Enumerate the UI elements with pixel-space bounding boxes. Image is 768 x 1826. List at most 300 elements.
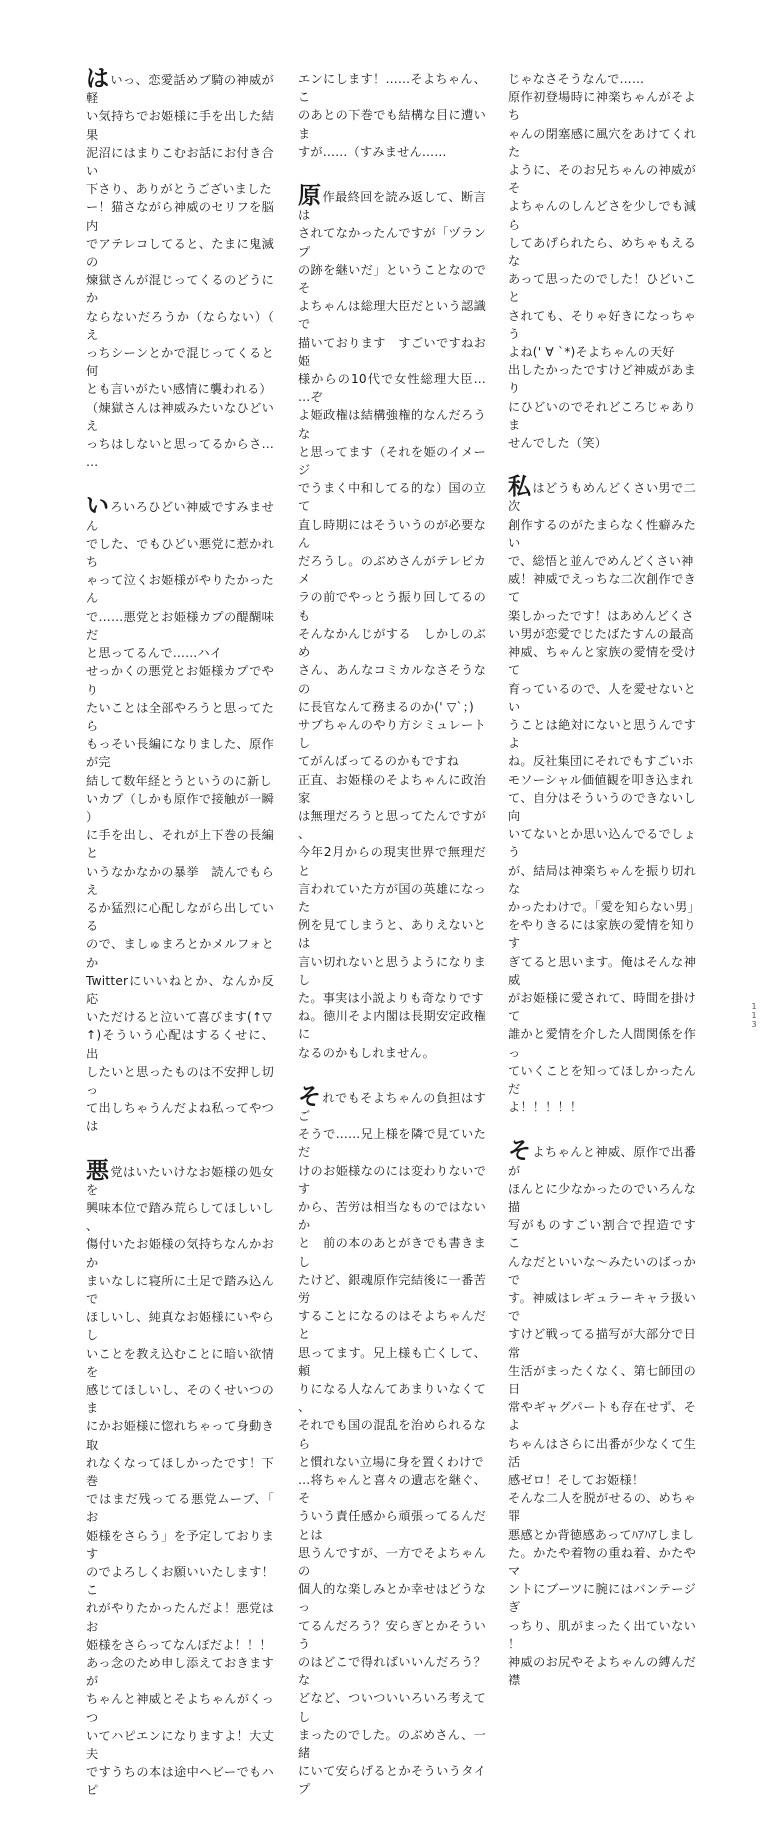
line-text: て出しちゃうんだよね私ってやつは: [86, 1101, 274, 1134]
paragraph: [508, 473, 700, 1116]
text-line: [86, 699, 274, 735]
text-line: [298, 1653, 486, 1689]
text-line: [86, 608, 274, 644]
text-line: [298, 1234, 486, 1270]
text-line: [508, 361, 696, 397]
line-text: い男が恋愛でじたばたすんの最高: [508, 626, 694, 641]
drop-cap: 私: [508, 473, 532, 501]
text-line: [298, 625, 486, 661]
text-line: [86, 1763, 274, 1799]
line-text: りになる人なんてあまりいなくて、: [298, 1382, 486, 1415]
text-line: [86, 1099, 274, 1135]
line-text: ー！猫さながら神威のセリフを脳内: [86, 200, 274, 233]
line-text: したいと思ったものは不安押し切っ: [86, 1064, 274, 1097]
line-text: なるのかもしれません。: [298, 1045, 435, 1060]
text-line: [86, 571, 274, 607]
line-text: のでよろしくお願いいたします！こ: [86, 1565, 274, 1598]
paragraph: [508, 70, 696, 452]
text-line: [508, 862, 696, 898]
line-text: れなくなってほしかったです！下巻: [86, 1455, 274, 1489]
line-text: あって思ったのでした！ひどいこと: [508, 272, 696, 305]
text-line: [86, 180, 274, 198]
line-text: で、総悟と並んでめんどくさい神: [508, 554, 694, 569]
line-text: はどうもめんどくさい男で二次: [508, 481, 696, 514]
text-line: [298, 1580, 486, 1616]
text-column-left: [86, 65, 274, 1826]
line-text: いただけると泣いて喜びます(↑▽: [86, 1010, 272, 1025]
line-text: どなど、ついついいろいろ考えてし: [298, 1691, 486, 1724]
text-line: [298, 182, 486, 224]
text-line: [298, 70, 486, 106]
text-line: [298, 1344, 486, 1380]
line-text: 思うんですが、一方でそよちゃんの: [298, 1545, 486, 1579]
text-line: [508, 953, 696, 989]
text-line: [508, 825, 696, 861]
text-line: [508, 989, 696, 1025]
line-text: 正直、お姫様のそよちゃんに政治家: [298, 772, 486, 805]
line-text: 常やギャグパートも存在せず、そよ: [508, 1400, 696, 1433]
paragraph: [508, 1137, 709, 1689]
line-text: ので、ましゅまろとかメルフォとか: [86, 937, 274, 970]
text-line: [86, 1417, 274, 1453]
text-line: [298, 588, 486, 624]
text-line: [508, 752, 696, 770]
text-line: [86, 935, 274, 971]
line-text: 傷付いたお姫様の気持ちなんかおか: [86, 1237, 274, 1270]
text-line: [508, 307, 696, 343]
line-text: とも言いがたい感情に襲われる）: [86, 382, 272, 397]
line-text: てるんだろう？安らぎとかそういう: [298, 1618, 486, 1651]
line-text: っちはしないと思ってるからさ……: [86, 437, 274, 470]
line-text: することになるのはそよちゃんだと: [298, 1309, 486, 1342]
text-line: [298, 297, 486, 333]
text-line: [298, 989, 486, 1007]
line-text: 姫様をさらってなんぼだよ！！！: [86, 1637, 272, 1652]
line-text: …将ちゃんと喜々の遺志を継ぐ、そ: [298, 1473, 486, 1506]
text-line: [86, 1008, 274, 1026]
line-text: 思ってます。兄上様も亡くして、頼: [298, 1345, 486, 1378]
text-line: [86, 435, 274, 471]
drop-cap: 原: [298, 182, 322, 210]
line-text: て、自分はそういうのできないし向: [508, 790, 696, 823]
text-line: [508, 771, 696, 789]
line-text: ように、そのお兄ちゃんの神威がそ: [508, 163, 696, 196]
line-text: 直し時期にはそういうのが必要なん: [298, 517, 486, 550]
line-text: ↑)そういう心配はするくせに、出: [86, 1028, 274, 1061]
paragraph: [86, 492, 274, 1135]
text-line: [298, 1471, 486, 1507]
line-text: それでも国の混乱を治められるなら: [298, 1418, 486, 1451]
text-line: [86, 1156, 274, 1199]
text-line: [508, 898, 700, 916]
line-text: すけど戦ってる描写が大部分で日常: [508, 1327, 696, 1360]
text-line: [508, 161, 696, 197]
line-text: ろいろひどい神威ですみません: [86, 500, 274, 533]
line-text: 生活がまったくなく、第七師団の日: [508, 1363, 696, 1397]
text-line: [298, 224, 486, 260]
text-line: [86, 235, 274, 271]
text-line: [298, 106, 486, 142]
line-text: 泥沼にはまりこむお話にお付き合い: [86, 145, 274, 179]
line-text: だろうし。のぶめさんがテレビカメ: [298, 554, 486, 587]
text-line: [86, 1636, 274, 1654]
text-line: [508, 570, 696, 606]
line-text: せんでした（笑）: [508, 436, 608, 451]
text-line: [508, 516, 696, 552]
text-line: [86, 1272, 274, 1308]
line-text: にかお姫様に惚れちゃって身動き取: [86, 1419, 274, 1452]
line-text: されても、そりゃ好きになっちゃう: [508, 308, 696, 341]
line-text: よちゃんは総理大臣だという認識で: [298, 299, 486, 332]
line-text: そうで……兄上様を隣で見ていただ: [298, 1127, 486, 1160]
paragraph: [86, 1156, 274, 1800]
line-text: 感ゼロ！そしてお姫様！: [508, 1473, 645, 1488]
line-text: 神威、ちゃんと家族の愛情を受けて: [508, 645, 696, 678]
text-line: [298, 1453, 486, 1471]
drop-cap: 悪: [86, 1156, 110, 1184]
text-line: [86, 1454, 274, 1490]
text-line: [86, 271, 274, 307]
line-text: 威！神威でえっちな二次創作できて: [508, 572, 696, 605]
line-text: い気持ちでお姫様に手を出した結果: [86, 109, 274, 142]
text-line: [298, 1082, 486, 1125]
line-text: 煉獄さんが混じってくるのどうにか: [86, 273, 274, 306]
text-line: [86, 1654, 274, 1690]
line-text: （煉獄さんは神威みたいなひどいえ: [86, 400, 274, 433]
line-text: 感じてほしいし、そのくせいつのま: [86, 1383, 274, 1416]
line-text: たけど、銀魂原作完結後に一番苦労: [298, 1272, 486, 1305]
text-line: [298, 1271, 486, 1307]
text-line: [86, 535, 274, 571]
line-text: と 前の本のあとがきでも書きまし: [298, 1236, 486, 1269]
text-line: [86, 308, 274, 344]
line-text: にひどいのでそれどころじゃありま: [508, 399, 696, 432]
line-text: いてないとか思い込んでるでしょう: [508, 827, 696, 860]
line-text: ちゃんと神威とそよちゃんがくっつ: [86, 1692, 274, 1725]
text-line: [86, 198, 274, 234]
text-line: [298, 443, 486, 479]
line-text: じゃなさそうなんで……: [508, 72, 645, 86]
text-line: [298, 1044, 486, 1062]
line-text: よ姫政権は結構強権的なんだろうな: [298, 408, 486, 441]
text-line: [298, 1689, 486, 1725]
text-line: [86, 972, 274, 1008]
text-line: [508, 1180, 696, 1216]
text-line: [508, 1253, 696, 1289]
line-text: の跡を継いだ」ということなのでそ: [298, 262, 486, 296]
line-text: 様からの10代で女性総理大臣……ぞ: [298, 372, 486, 405]
text-line: [508, 1325, 696, 1361]
text-line: [508, 1398, 696, 1434]
line-text: 姫様をさらう」を予定しております: [86, 1528, 274, 1561]
line-text: ならないだろうか（ならない）（え: [86, 309, 274, 342]
line-text: がお姫様に愛されて、時間を掛けて: [508, 990, 696, 1024]
line-text: よ！！！！！: [508, 1100, 583, 1115]
line-text: もっそい長編になりました、原作が完: [86, 737, 274, 770]
line-text: るか猛烈に心配しながら出している: [86, 900, 274, 934]
line-text: ではまだ残ってる悪党ムーブ、「お: [86, 1492, 274, 1525]
text-line: [508, 197, 696, 233]
line-text: せっかくの悪党とお姫様カプでやり: [86, 664, 274, 697]
text-line: [508, 643, 696, 679]
line-text: よちゃんのしんどさを少しでも減ら: [508, 199, 696, 232]
text-line: [86, 1063, 274, 1099]
line-text: いうなかなかの暴挙 読んでもらえ: [86, 864, 274, 897]
line-text: 言い切れないと思うようになりまし: [298, 954, 486, 987]
line-text: さん、あんなコミカルなさそうなの: [298, 663, 486, 696]
text-line: [298, 516, 486, 552]
text-line: [508, 916, 696, 952]
text-line: [508, 607, 696, 625]
text-line: [508, 625, 696, 643]
text-line: [298, 1726, 486, 1762]
line-text: モソーシャル価値観を叩き込まれ: [508, 772, 694, 787]
line-text: 悪感とか背徳感あってﾊｱﾊｱしまし: [508, 1527, 695, 1542]
line-text: かったわけで。「愛を知らない男」: [508, 899, 700, 914]
text-line: [86, 1563, 274, 1599]
text-line: [508, 1435, 696, 1471]
text-line: [298, 261, 486, 297]
text-line: [298, 661, 486, 697]
line-text: あっ念のため申し添えておきますが: [86, 1656, 274, 1689]
line-text: 個人的な楽しみとか幸せはどうなっ: [298, 1582, 486, 1615]
line-text: で……悪党とお姫様カプの醍醐味だ: [86, 609, 274, 642]
text-line: [298, 552, 486, 588]
line-text: サブちゃんのやり方シミュレートし: [298, 717, 486, 751]
line-text: いカプ（しかも原作で接触が一瞬）: [86, 791, 274, 824]
line-text: 例を見てしまうと、ありえないとは: [298, 918, 486, 951]
line-text: まいなしに寝所に土足で踏み込んで: [86, 1273, 274, 1306]
text-line: [508, 88, 696, 124]
paragraph: [86, 65, 274, 471]
text-line: [508, 1617, 696, 1653]
text-line: [86, 662, 274, 698]
paragraph: [298, 70, 486, 161]
line-text: 描いております すごいですねお姫: [298, 335, 486, 368]
text-line: [508, 343, 696, 361]
text-line: [86, 735, 274, 771]
line-text: ントにブーツに腕にはバンテージぎ: [508, 1582, 696, 1615]
text-line: [508, 1289, 696, 1325]
text-line: [508, 716, 696, 752]
line-text: んなだといいな～みたいのばっかで: [508, 1254, 696, 1287]
line-text: にいて安らげるとかそういうタイプ: [298, 1764, 486, 1797]
text-line: [298, 1307, 486, 1343]
text-line: [298, 1507, 486, 1543]
text-line: [508, 1580, 696, 1616]
line-text: のはどこで得ればいいんだろう？な: [298, 1655, 486, 1688]
line-text: れがやりたかったんだよ！悪党はお: [86, 1601, 274, 1634]
text-line: [86, 344, 274, 380]
line-text: ね。反社集団にそれでもすごいホ: [508, 754, 694, 769]
text-line: [86, 863, 274, 899]
line-text: ゃんの閉塞感に風穴をあけてくれた: [508, 126, 696, 159]
text-line: [86, 1599, 274, 1635]
line-text: た。事実は小説よりも奇なりです: [298, 990, 484, 1005]
line-text: た。かたや着物の重ね着、かたやマ: [508, 1545, 696, 1579]
line-text: いてハピエンになりますよ！大丈夫: [86, 1728, 274, 1762]
line-text: してあげられたら、めちゃもえるな: [508, 235, 696, 269]
text-line: [298, 143, 486, 161]
text-line: [298, 953, 486, 989]
line-text: と慣れない立場に身を置くわけで: [298, 1454, 484, 1469]
text-line: [298, 334, 486, 370]
text-line: [86, 899, 274, 935]
text-line: [86, 1199, 274, 1235]
text-line: [86, 644, 274, 662]
text-line: [508, 1025, 696, 1061]
line-text: Twitterにいいねとか、なんか反応: [86, 973, 274, 1006]
line-text: そんな二人を脱がせるの、めちゃ罪: [508, 1491, 696, 1524]
line-text: れでもそよちゃんの負担はすご: [298, 1090, 486, 1123]
text-line: [86, 1381, 274, 1417]
line-text: いことを教え込むことに暗い欲情を: [86, 1346, 274, 1379]
line-text: 下さり、ありがとうございました: [86, 182, 272, 197]
line-text: 今年2月からの現実世界で無理だと: [298, 845, 486, 878]
line-text: っちり、肌がまったく出ていない！: [508, 1618, 696, 1651]
line-text: よちゃんと神威、原作で出番が: [508, 1145, 696, 1178]
text-line: [508, 1489, 696, 1525]
text-line: [298, 1198, 486, 1234]
text-line: [86, 1026, 274, 1062]
text-line: [298, 752, 486, 770]
text-line: [298, 771, 486, 807]
line-text: でアテレコしてると、たまに鬼滅の: [86, 236, 274, 270]
line-text: 神威のお尻やそよちゃんの縛んだ襟: [508, 1655, 696, 1688]
text-line: [508, 473, 696, 515]
line-text: ゃって泣くお姫様がやりたかったん: [86, 573, 274, 606]
text-line: [508, 789, 696, 825]
text-line: [298, 1762, 486, 1798]
text-line: [86, 107, 274, 143]
line-text: ですうちの本は途中ヘビーでもハピ: [86, 1765, 274, 1798]
line-text: ういう責任感から頑張ってるんだとは: [298, 1509, 486, 1542]
line-text: 原作初登場時に神楽ちゃんがそよち: [508, 90, 696, 123]
text-line: [298, 370, 486, 406]
line-text: は無理だろうと思ってたんですが、: [298, 808, 486, 842]
text-line: [298, 1125, 486, 1161]
line-text: 出したかったですけど神威があまり: [508, 363, 696, 396]
text-line: [298, 1380, 486, 1416]
drop-cap: そ: [298, 1082, 322, 1110]
line-text: す。神威はレギュラーキャラ扱いで: [508, 1291, 696, 1324]
line-text: ちゃんはさらに出番が少なくて生活: [508, 1436, 696, 1469]
line-text: 育っているので、人を愛せないとい: [508, 681, 696, 714]
text-line: [86, 399, 274, 435]
line-text: から、苦労は相当なものではないか: [298, 1199, 486, 1233]
line-text: に長官なんて務まるのか(' ▽`；): [298, 699, 474, 714]
text-line: [86, 144, 274, 180]
line-text: ていくことを知ってほしかったんだ: [508, 1063, 696, 1096]
text-line: [508, 1471, 696, 1489]
text-line: [298, 1617, 486, 1653]
text-line: [298, 807, 486, 843]
line-text: 写がものすごい割合で捏造です こ: [508, 1218, 709, 1251]
line-text: されてなかったんですが「ヅランプ: [298, 226, 486, 259]
text-line: [86, 826, 274, 862]
line-text: っちシーンとかで混じってくると何: [86, 346, 274, 379]
line-text: ほしいし、純真なお姫様にいやらし: [86, 1310, 274, 1343]
line-text: 誰かと愛情を介した人間関係を作っ: [508, 1027, 696, 1060]
line-text: 楽しかったです！はあめんどくさ: [508, 608, 694, 623]
line-text: けのお姫様なのには変わりないです: [298, 1163, 486, 1196]
line-text: すが……（すみません……: [298, 144, 447, 159]
line-text: いっ、恋愛話めブ騎の神威が軽: [86, 73, 274, 106]
text-line: [298, 916, 486, 952]
line-text: でうまく中和してる的な）国の立て: [298, 481, 486, 514]
text-line: [86, 1235, 274, 1271]
text-line: [508, 234, 696, 270]
text-line: [86, 790, 274, 826]
text-line: [298, 1544, 486, 1580]
text-line: [508, 1362, 696, 1398]
text-line: [86, 1727, 274, 1763]
drop-cap: い: [86, 492, 110, 520]
line-text: よね(' ∀ `*)そよちゃんの天好: [508, 345, 675, 360]
line-text: 創作するのがたまらなく性癖みたい: [508, 517, 696, 550]
text-line: [298, 880, 486, 916]
text-line: [508, 1137, 696, 1179]
text-line: [508, 1544, 696, 1580]
text-line: [86, 65, 274, 107]
text-line: [298, 698, 486, 716]
text-line: [298, 1416, 486, 1452]
text-line: [86, 492, 274, 534]
line-text: でした、でもひどい悪党に惹かれち: [86, 536, 274, 570]
text-line: [508, 552, 696, 570]
text-line: [508, 1526, 696, 1544]
text-line: [508, 680, 696, 716]
line-text: たいことは全部やろうと思ってたら: [86, 700, 274, 733]
line-text: のあとの下巻でも結構な目に遭いま: [298, 108, 486, 141]
text-line: [86, 380, 274, 398]
line-text: と思ってます（それを姫のイメージ: [298, 444, 486, 478]
text-line: [298, 406, 486, 442]
drop-cap: は: [86, 65, 110, 92]
line-text: 興味本位で踏み荒らしてほしいし、: [86, 1200, 274, 1234]
paragraph: [298, 1082, 486, 1799]
line-text: 党はいたいけなお姫様の処女を: [86, 1164, 274, 1197]
line-text: ね。徳川そよ内閣は長期安定政権に: [298, 1009, 486, 1042]
line-text: 結して数年経とうというのに新し: [86, 773, 272, 788]
line-text: に手を出し、それが上下巻の長編と: [86, 828, 274, 861]
text-line: [86, 1308, 274, 1344]
text-line: [86, 1345, 274, 1381]
text-column-middle: [298, 70, 486, 1825]
line-text: 作最終回を読み返して、断言は: [298, 190, 486, 223]
text-line: [508, 1653, 696, 1689]
text-line: [508, 398, 696, 434]
text-line: [86, 1527, 274, 1563]
line-text: まったのでした。のぶめさん、一緒: [298, 1727, 486, 1761]
text-line: [508, 70, 696, 88]
line-text: ラの前でやっとう振り回してるのも: [298, 590, 486, 623]
line-text: ぎてると思います。俺はそんな神威: [508, 954, 696, 987]
line-text: てがんばってるのかもですね: [298, 754, 460, 769]
line-text: をやりきるには家族の愛情を知りす: [508, 918, 696, 951]
text-line: [86, 1690, 274, 1726]
line-text: うことは絶対にないと思うんですよ: [508, 717, 696, 751]
text-line: [508, 125, 696, 161]
text-line: [86, 1490, 274, 1526]
text-line: [508, 434, 696, 452]
text-line: [298, 1007, 486, 1043]
text-line: [508, 1098, 696, 1116]
text-line: [298, 479, 486, 515]
line-text: 言われていた方が国の英雄になった: [298, 881, 486, 914]
text-line: [86, 772, 274, 790]
page-number: 1 1 3: [751, 1002, 757, 1029]
